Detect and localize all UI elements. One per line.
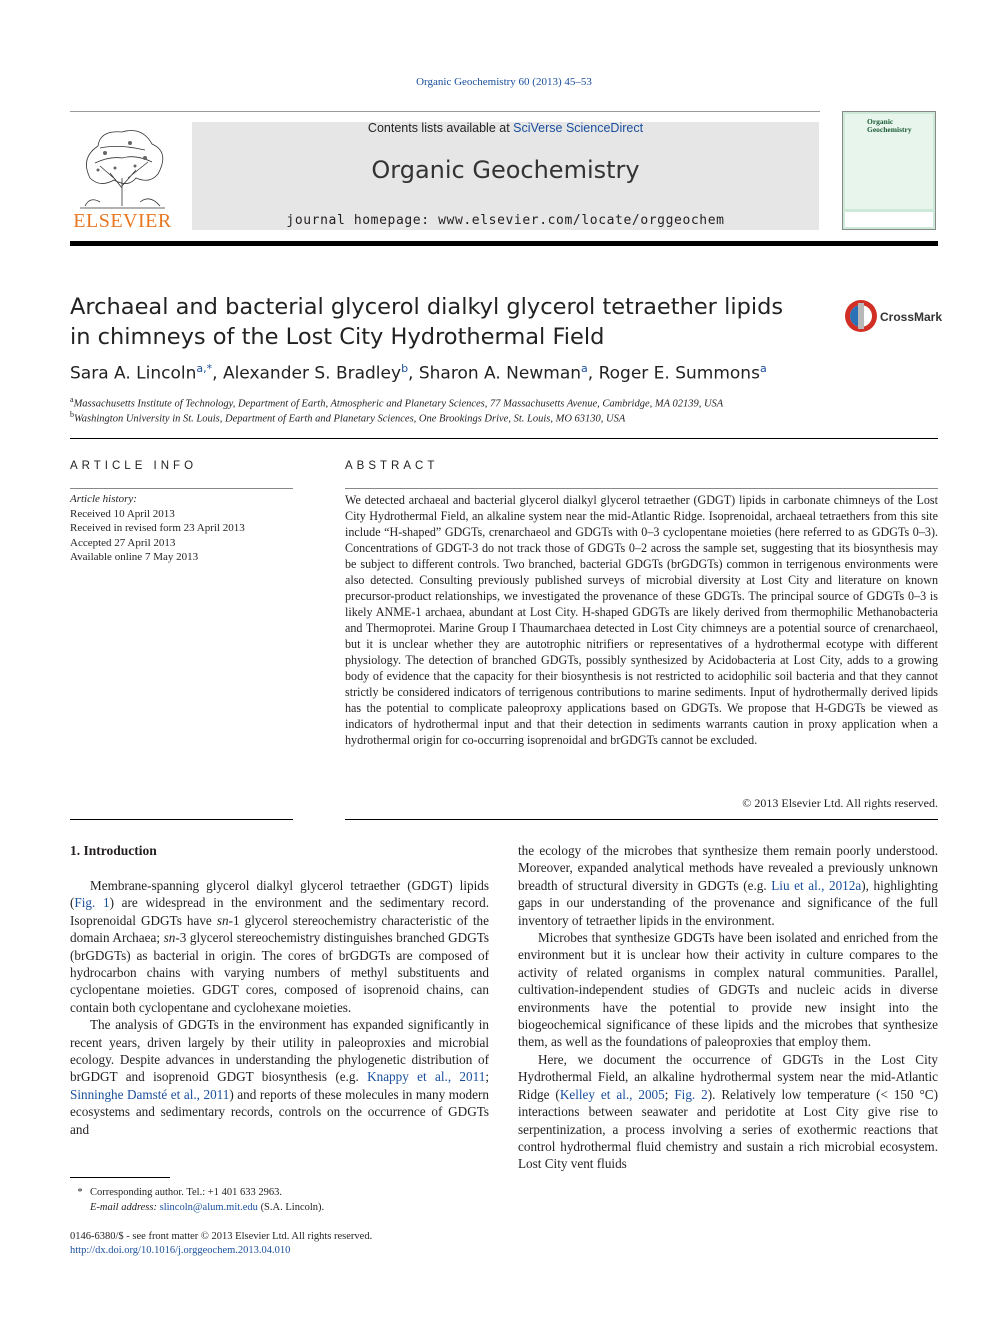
- author-affiliation-mark[interactable]: a: [759, 362, 767, 375]
- corresponding-text: Corresponding author. Tel.: +1 401 633 2963.: [90, 1187, 282, 1198]
- contents-line: [192, 121, 819, 135]
- author-name: Roger E. Summons: [598, 363, 760, 384]
- affiliation-rule: [70, 438, 938, 439]
- abstract-text: We detected archaeal and bacterial glycerol dialkyl glycerol tetraether (GDGT) lipids in carbonate chimneys of the Lost City Hydrothermal Field, an alkaline system near the mid-Atlantic Ridge. Isoprenoidal, archaeal tetraethers from this site include “H-shaped” GDGTs, crenarchaeol and GDGTs with 0–3 cyclopentane moieties (here referred to as GDGTs 0–3). Concentrations of GDGT-3 do not track those of GDGTs 0–2 across the sample set, suggesting that its biosynthesis may be subject to different controls. Two branched, bacterial GDGTs (brGDGTs) common in terrigenous environments were also detected. Consulting previously published surveys of microbial diversity at Lost City and literature on known precursor-product relationships, we investigated the provenance of these GDGTs. The principal source of GDGTs 0–3 is likely ANME-1 archaea, abundant at Lost City. H-shaped GDGTs are likely derived from thermophilic Methanobacteria and Thermoprotei. Marine Group I Thaumarchaea detected in Lost City chimneys are a potential source of crenarchaeol, but it is unclear whether they are autotrophic nitrifiers or representatives of a hydrothermal ecotype with different physiology. The detection of branched GDGTs, possibly synthesized by Acidobacteria at Lost City, adds to a growing body of evidence that the capacity for their biosynthesis is not restricted to acidophilic soil bacteria and that they cannot strictly be considered indicators of terrigenous contributions to marine sediments. Input of hydrothermally derived lipids has the potential to complicate paleoproxy applications based on GDGTs. We propose that H-GDGTs be viewed as indicators of hydrothermal input and that their detection in sediments warrants caution in proxy application when a hydrothermal origin for co-occurring isoprenoidal and brGDGTs cannot be excluded.: [345, 493, 938, 747]
- citation-link[interactable]: Liu et al., 2012a: [771, 877, 862, 893]
- paragraph: [70, 1016, 489, 1138]
- affiliation-text: Massachusetts Institute of Technology, Department of Earth, Atmospheric and Planetary Sciences, 77 Massachusetts Avenue, Cambridge, MA 02139, USA: [73, 398, 724, 410]
- affiliation-mark: b: [70, 410, 74, 419]
- author-name: Sara A. Lincoln: [70, 363, 197, 384]
- paragraph: [518, 842, 938, 929]
- paragraph: [70, 877, 489, 1016]
- paragraph: Microbes that synthesize GDGTs have been isolated and enriched from the environment but it is unclear how their activity in culture compares to the activity of related organisms in complex natural communities. Parallel, cultivation-independent studies of GDGTs and nucleic acids in diverse environments have the potential to provide new insight into the biogeochemical significance of these lipids and the microbes that synthesize them, as well as the foundations of paleoproxies that employ them.: [518, 930, 938, 1050]
- text-run: the ecology of the microbes that synthesize them remain poorly understood. Moreover, expanded analytical methods have revealed a previously unknown breadth of structural diversity in GDGTs (e.g.: [518, 843, 938, 893]
- banner-top-rule: [70, 111, 820, 112]
- journal-homepage: journal homepage: www.elsevier.com/locate/orggeochem: [286, 213, 725, 228]
- history-received: Received 10 April 2013: [70, 507, 175, 520]
- issn-line: 0146-6380/$ - see front matter © 2013 Elsevier Ltd. All rights reserved.: [70, 1231, 373, 1242]
- section-heading: 1. Introduction: [70, 843, 157, 858]
- author-affiliation-mark[interactable]: a,*: [196, 362, 213, 375]
- article-history: [70, 492, 245, 565]
- citation-link[interactable]: Knappy et al., 2011: [367, 1069, 486, 1085]
- footnote: [70, 1185, 324, 1215]
- citation-link[interactable]: Kelley et al., 2005: [559, 1086, 665, 1102]
- article-title: [70, 292, 790, 352]
- journal-title: Organic Geochemistry: [371, 156, 640, 184]
- text-run: ;: [485, 1069, 489, 1085]
- copyright-notice: © 2013 Elsevier Ltd. All rights reserved.: [742, 796, 938, 810]
- journal-cover-thumbnail[interactable]: [842, 111, 936, 230]
- elsevier-wordmark: ELSEVIER: [73, 210, 172, 232]
- affiliation-text: Washington University in St. Louis, Department of Earth and Planetary Sciences, One Brookings Drive, St. Louis, MO 63130, USA: [74, 413, 626, 425]
- email-link[interactable]: slincoln@alum.mit.edu: [159, 1202, 258, 1213]
- text-run: ) are widespread in the environment and the sedimentary record. Isoprenoidal GDGTs have: [70, 895, 490, 928]
- title-line-2: in chimneys of the Lost City Hydrothermal Field: [70, 324, 605, 350]
- header-rule: [70, 241, 938, 246]
- text-run: -3 glycerol stereochemistry distinguishes branched GDGTs (brGDGTs) as bacterial in origin. The cores of brGDGTs are composed of hydrocarbon chains with varying numbers of methyl substituents and cyclopentane moieties. GDGT cores, composed of isoprenoid chains, can contain both cyclopentane and cyclohexane moieties.: [70, 930, 489, 1015]
- email-label: E-mail address:: [90, 1202, 157, 1213]
- italic-term: sn: [216, 912, 229, 928]
- author-name: Sharon A. Newman: [418, 363, 582, 384]
- author-affiliation-mark[interactable]: b: [401, 362, 409, 375]
- sciencedirect-link[interactable]: SciVerse ScienceDirect: [513, 121, 644, 135]
- article-info-rule: [70, 488, 293, 489]
- abstract-heading: ABSTRACT: [345, 460, 439, 472]
- text-run: Membrane-spanning glycerol dialkyl glycerol tetraether (GDGT) lipids (: [70, 878, 489, 911]
- abstract-rule: [345, 488, 938, 489]
- text-run: ). Relatively low temperature (< 150 °C) interactions between seawater and peridotite at Lost City give rise to serpentinization, a process involving a series of exothermic reactions that control hydrothermal fluid chemistry and sustain a rich microbial ecosystem. Lost City vent fluids: [518, 1086, 938, 1172]
- affiliation: [70, 395, 723, 410]
- abstract-bottom-rule: [345, 819, 938, 820]
- text-run: -1 glycerol stereochemistry characteristic of the domain Archaea;: [70, 912, 489, 946]
- history-label: Article history:: [70, 493, 137, 505]
- article-info-bottom-rule: [70, 819, 293, 820]
- email-note: [70, 1200, 324, 1215]
- body-column-right: [518, 842, 938, 1173]
- cover-title: Organic Geochemistry: [867, 117, 912, 134]
- title-line-1: Archaeal and bacterial glycerol dialkyl glycerol tetraether lipids: [70, 294, 784, 320]
- contents-prefix: Contents lists available at: [367, 121, 514, 135]
- italic-term: sn: [163, 930, 176, 946]
- email-suffix: (S.A. Lincoln).: [257, 1202, 325, 1213]
- article-info-heading: ARTICLE INFO: [70, 460, 198, 472]
- history-accepted: Accepted 27 April 2013: [70, 536, 176, 549]
- corresponding-author-note: * Corresponding author. Tel.: +1 401 633 2963.: [77, 1187, 282, 1198]
- figure-ref-link[interactable]: Fig. 2: [674, 1086, 708, 1102]
- affiliation: [70, 410, 625, 425]
- author-name: Alexander S. Bradley: [222, 363, 402, 384]
- history-online: Available online 7 May 2013: [70, 551, 199, 563]
- figure-ref-link[interactable]: Fig. 1: [74, 895, 110, 911]
- doi-link[interactable]: http://dx.doi.org/10.1016/j.orggeochem.2013.04.010: [70, 1245, 291, 1256]
- text-run: Here, we document the occurrence of GDGTs in the Lost City Hydrothermal Field, an alkaline hydrothermal system near the mid-Atlantic Ridge (: [518, 1051, 938, 1102]
- author-affiliation-mark[interactable]: a: [581, 362, 588, 375]
- author-list: Sara A. Lincoln$^{a,*}$, Alexander S. Bradley$^b$, Sharon A. Newman$^a$, Roger E. Summons$^a$: [70, 362, 767, 384]
- body-column-left: [70, 877, 489, 1138]
- crossmark-label[interactable]: CrossMark: [880, 310, 943, 324]
- citation-link[interactable]: Sinninghe Damsté et al., 2011: [70, 1086, 230, 1102]
- text-run: ;: [664, 1086, 675, 1102]
- text-run: ) and reports of these molecules in many modern ecosystems and sedimentary records, controls on the occurrence of GDGTs and: [70, 1086, 489, 1137]
- affiliation-mark: a: [70, 395, 74, 404]
- page-footer: [70, 1230, 372, 1258]
- footnote-rule: [70, 1177, 170, 1178]
- cover-footer: [845, 212, 933, 227]
- history-revised: Received in revised form 23 April 2013: [70, 522, 245, 534]
- text-run: ), highlighting gaps in our understanding of the provenance and significance of the full inventory of tetraether lipids in the environment.: [518, 877, 938, 928]
- journal-citation-link[interactable]: Organic Geochemistry 60 (2013) 45–53: [416, 76, 592, 88]
- text-run: The analysis of GDGTs in the environment has expanded significantly in recent years, driven largely by their utility in paleoproxies and microbial ecology. Despite advances in understanding the phylogenetic distribution of brGDGT and isoprenoid GDGT biosynthesis (e.g.: [70, 1017, 489, 1085]
- paragraph: [518, 1051, 938, 1173]
